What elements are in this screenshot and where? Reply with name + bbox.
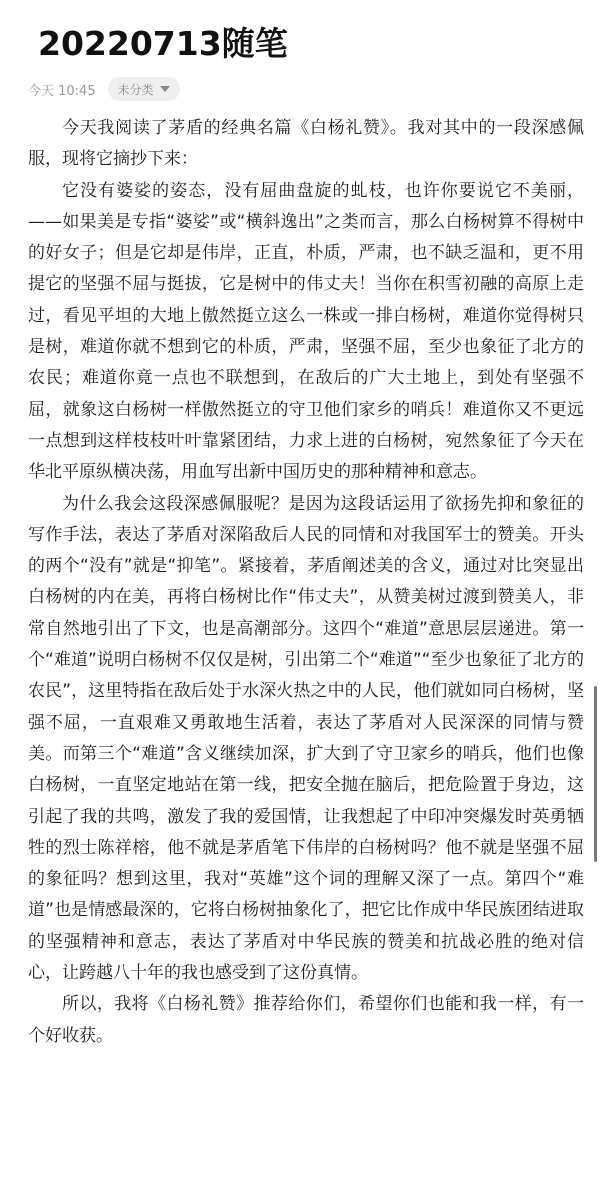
scrollbar[interactable] <box>594 686 597 862</box>
note-title[interactable]: 20220713随笔 <box>38 24 288 63</box>
caret-down-icon <box>160 86 170 92</box>
note-timestamp: 今天 10:45 <box>28 83 96 99</box>
category-label: 未分类 <box>117 82 154 97</box>
paragraph-conclusion: 所以，我将《白杨礼赞》推荐给你们，希望你们也能和我一样，有一个好收获。 <box>28 994 584 1046</box>
category-dropdown[interactable] <box>108 77 180 101</box>
paragraph-intro: 今天我阅读了茅盾的经典名篇《白杨礼赞》。我对其中的一段深感佩服，现将它摘抄下来： <box>28 118 584 170</box>
note-body[interactable] <box>28 113 584 1052</box>
note-meta <box>28 76 180 102</box>
paragraph-analysis: 为什么我会这段深感佩服呢？是因为这段话运用了欲扬先抑和象征的写作手法，表达了茅盾对深陷敌后人民的同情和对我国军士的赞美。开头的两个“没有”就是“抑笔”。紧接着，茅盾阐述美的含义，通过对比突显出白杨树的内在美，再将白杨树比作“伟丈夫”，从赞美树过渡到赞美人，非常自然地引出了下文，也是高潮部分。这四个“难道”意思层层递进。第一个“难道”说明白杨树不仅仅是树，引出第二个“难道”“至少也象征了北方的农民”，这里特指在敌后处于水深火热之中的人民，他们就如同白杨树，坚强不屈，一直艰难又勇敢地生活着，表达了茅盾对人民深深的同情与赞美。而第三个“难道”含义继续加深，扩大到了守卫家乡的哨兵，他们也像白杨树，一直坚定地站在第一线，把安全抛在脑后，把危险置于身边，这引起了我的共鸣，激发了我的爱国情，让我想起了中印冲突爆发时英勇牺牲的烈士陈祥榕，他不就是茅盾笔下伟岸的白杨树吗？他不就是坚强不屈的象征吗？想到这里，我对“英雄”这个词的理解又深了一点。第四个“难道”也是情感最深的，它将白杨树抽象化了，把它比作成中华民族团结进取的坚强精神和意志，表达了茅盾对中华民族的赞美和抗战必胜的绝对信心，让跨越八十年的我也感受到了这份真情。 <box>28 493 584 984</box>
paragraph-excerpt: 它没有婆娑的姿态，没有屈曲盘旋的虬枝，也许你要说它不美丽，——如果美是专指“婆娑”或“横斜逸出”之类而言，那么白杨树算不得树中的好女子；但是它却是伟岸，正直，朴质，严肃，也不缺乏温和，更不用提它的坚强不屈与挺拔，它是树中的伟丈夫！当你在积雪初融的高原上走过，看见平坦的大地上傲然挺立这么一株或一排白杨树，难道你觉得树只是树，难道你就不想到它的朴质，严肃，坚强不屈，至少也象征了北方的农民；难道你竟一点也不联想到，在敌后的广大土地上，到处有坚强不屈，就象这白杨树一样傲然挺立的守卫他们家乡的哨兵！难道你又不更远一点想到这样枝枝叶叶靠紧团结，力求上进的白杨树，宛然象征了今天在华北平原纵横决荡，用血写出新中国历史的那种精神和意志。 <box>28 180 584 483</box>
